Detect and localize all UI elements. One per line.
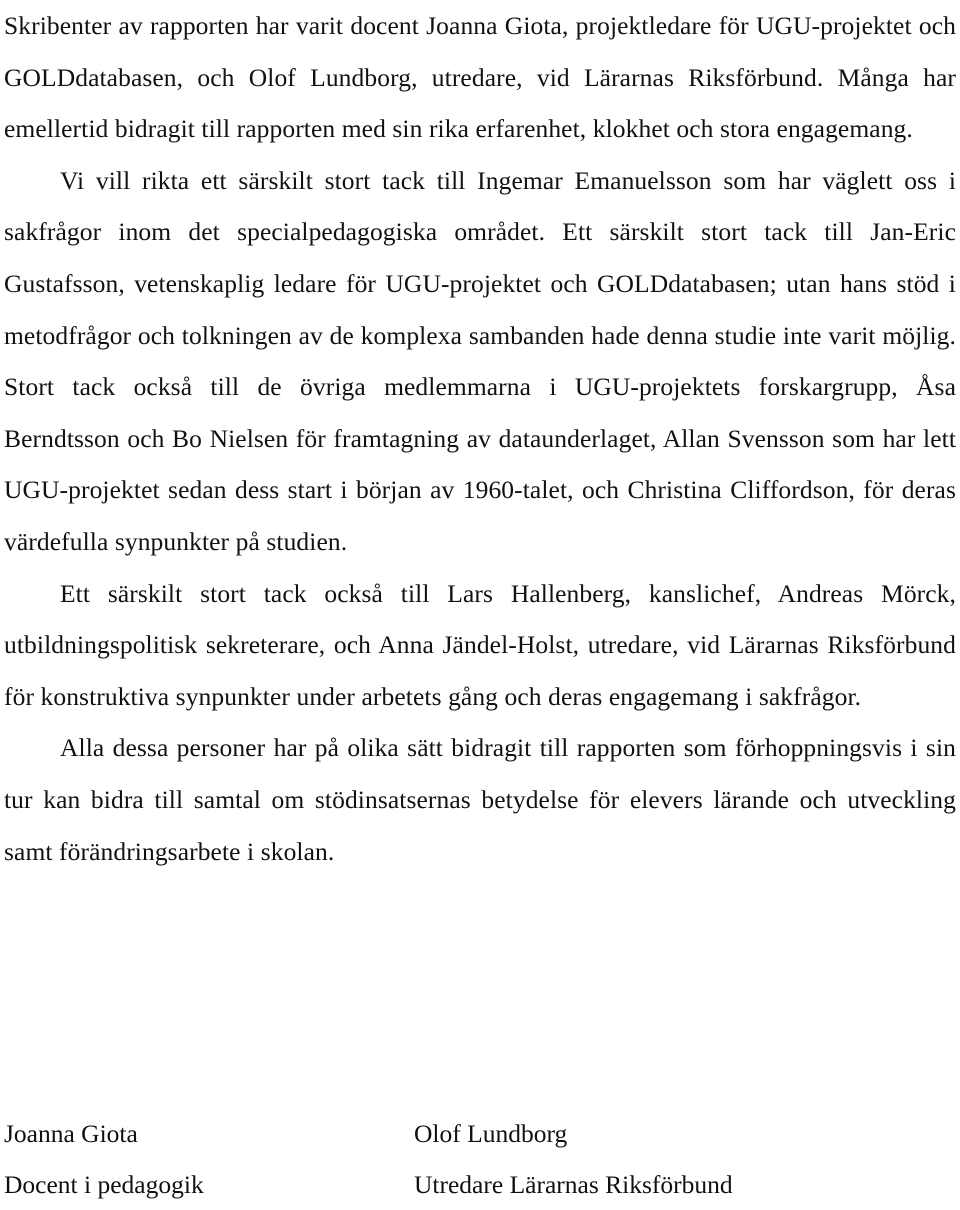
signature-left bbox=[4, 1108, 204, 1210]
signature-title: Utredare Lärarnas Riksförbund bbox=[414, 1170, 733, 1199]
signature-name: Joanna Giota bbox=[4, 1119, 138, 1148]
paragraph-thanks-union: Ett särskilt stort tack också till Lars Hallenberg, kanslichef, Andreas Mörck, utbildningspolitisk sekreterare, och Anna Jändel-Holst, utredare, vid Lärarnas Riksförbund för konstruktiva synpunkter under arbetets gång och deras engagemang i sakfrågor. bbox=[4, 578, 956, 711]
paragraph-authors: Skribenter av rapporten har varit docent Joanna Giota, projektledare för UGU-projektet och GOLDdatabasen, och Olof Lundborg, utredare, vid Lärarnas Riksförbund. Många har emellertid bidragit till rapporten med sin rika erfarenhet, klokhet och stora engagemang. bbox=[4, 11, 956, 144]
signature-name: Olof Lundborg bbox=[414, 1119, 568, 1148]
paragraph-closing: Alla dessa personer har på olika sätt bidragit till rapporten som förhoppningsvis i sin tur kan bidra till samtal om stödinsatsernas betydelse för elevers lärande och utveckling samt förändringsarbete i skolan. bbox=[4, 733, 956, 866]
signature-title: Docent i pedagogik bbox=[4, 1170, 204, 1199]
document-body bbox=[4, 0, 956, 877]
signature-right bbox=[414, 1108, 733, 1210]
paragraph-thanks-research: Vi vill rikta ett särskilt stort tack till Ingemar Emanuelsson som har väglett oss i sakfrågor inom det specialpedagogiska området. Ett särskilt stort tack till Jan-Eric Gustafsson, vetenskaplig ledare för UGU-projektet och GOLDdatabasen; utan hans stöd i metodfrågor och tolkningen av de komplexa sambanden hade denna studie inte varit möjlig. Stort tack också till de övriga medlemmarna i UGU-projektets forskargrupp, Åsa Berndtsson och Bo Nielsen för framtagning av dataunderlaget, Allan Svensson som har lett UGU-projektet sedan dess start i början av 1960-talet, och Christina Cliffordson, för deras värdefulla synpunkter på studien. bbox=[4, 165, 956, 556]
